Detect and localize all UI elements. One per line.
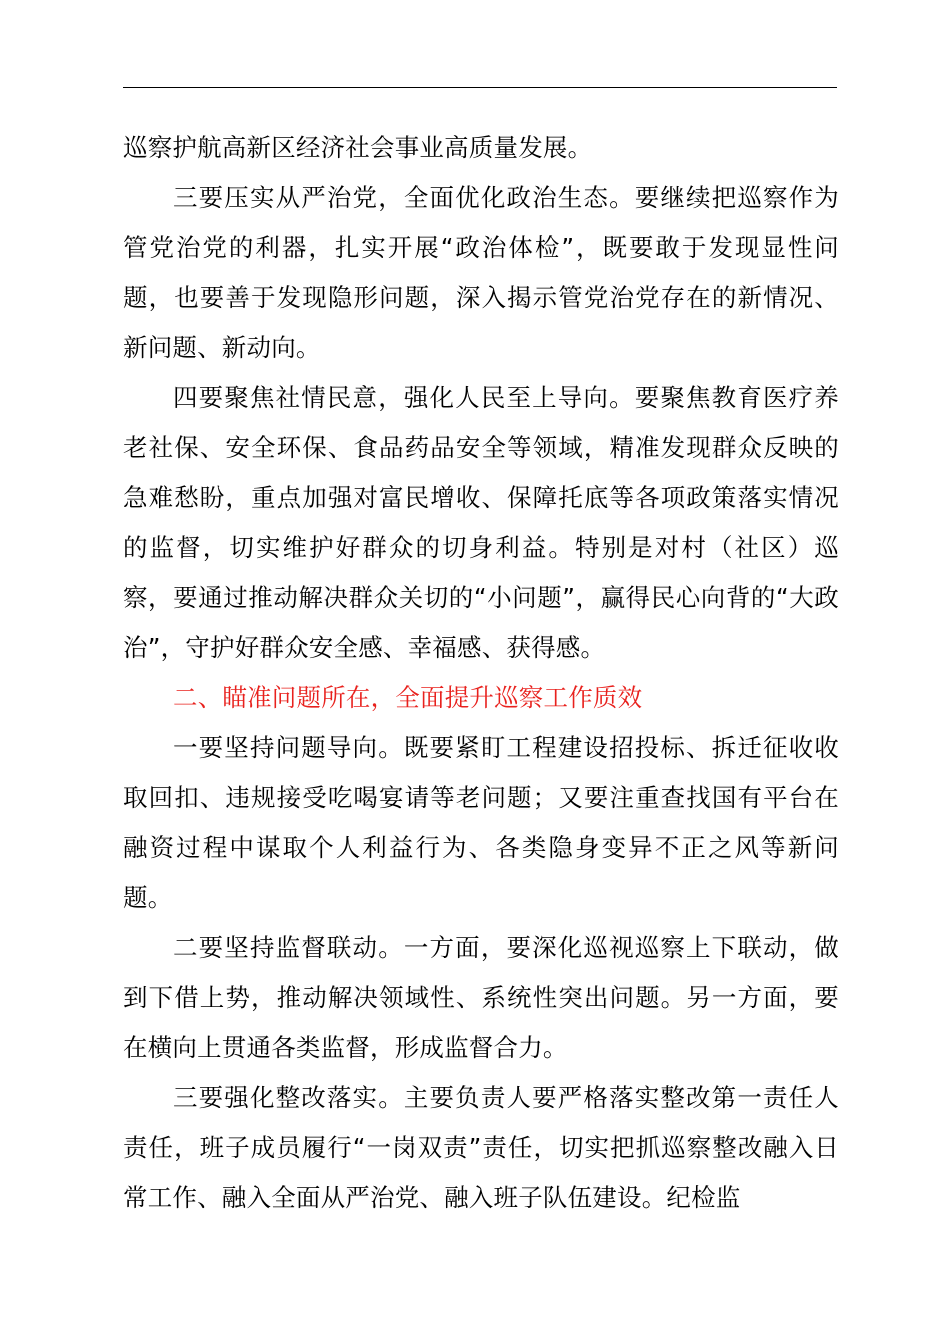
document-body — [123, 123, 839, 1223]
header-rule — [123, 87, 837, 88]
paragraph-rectification: 三要强化整改落实。主要负责人要严格落实整改第一责任人责任，班子成员履行“一岗双责”责任，切实把抓巡察整改融入日常工作、融入全面从严治党、融入班子队伍建设。纪检监 — [123, 1083, 839, 1212]
section-heading-two: 二、瞄准问题所在，全面提升巡察工作质效 — [173, 683, 643, 712]
paragraph-point-four: 四要聚焦社情民意，强化人民至上导向。要聚焦教育医疗养老社保、安全环保、食品药品安全等领域，精准发现群众反映的急难愁盼，重点加强对富民增收、保障托底等各项政策落实情况的监督，切实维护好群众的切身利益。特别是对村（社区）巡察，要通过推动解决群众关切的“小问题”，赢得民心向背的“大政治”，守护好群众安全感、幸福感、获得感。 — [123, 383, 839, 662]
paragraph-problem-orientation: 一要坚持问题导向。既要紧盯工程建设招投标、拆迁征收收取回扣、违规接受吃喝宴请等老问题；又要注重查找国有平台在融资过程中谋取个人利益行为、各类隐身变异不正之风等新问题。 — [123, 733, 839, 912]
paragraph-supervision-linkage: 二要坚持监督联动。一方面，要深化巡视巡察上下联动，做到下借上势，推动解决领域性、系统性突出问题。另一方面，要在横向上贯通各类监督，形成监督合力。 — [123, 933, 839, 1062]
paragraph-continuation: 巡察护航高新区经济社会事业高质量发展。 — [123, 133, 593, 162]
paragraph-point-three: 三要压实从严治党，全面优化政治生态。要继续把巡察作为管党治党的利器，扎实开展“政治体检”，既要敢于发现显性问题，也要善于发现隐形问题，深入揭示管党治党存在的新情况、新问题、新动向。 — [123, 183, 839, 362]
